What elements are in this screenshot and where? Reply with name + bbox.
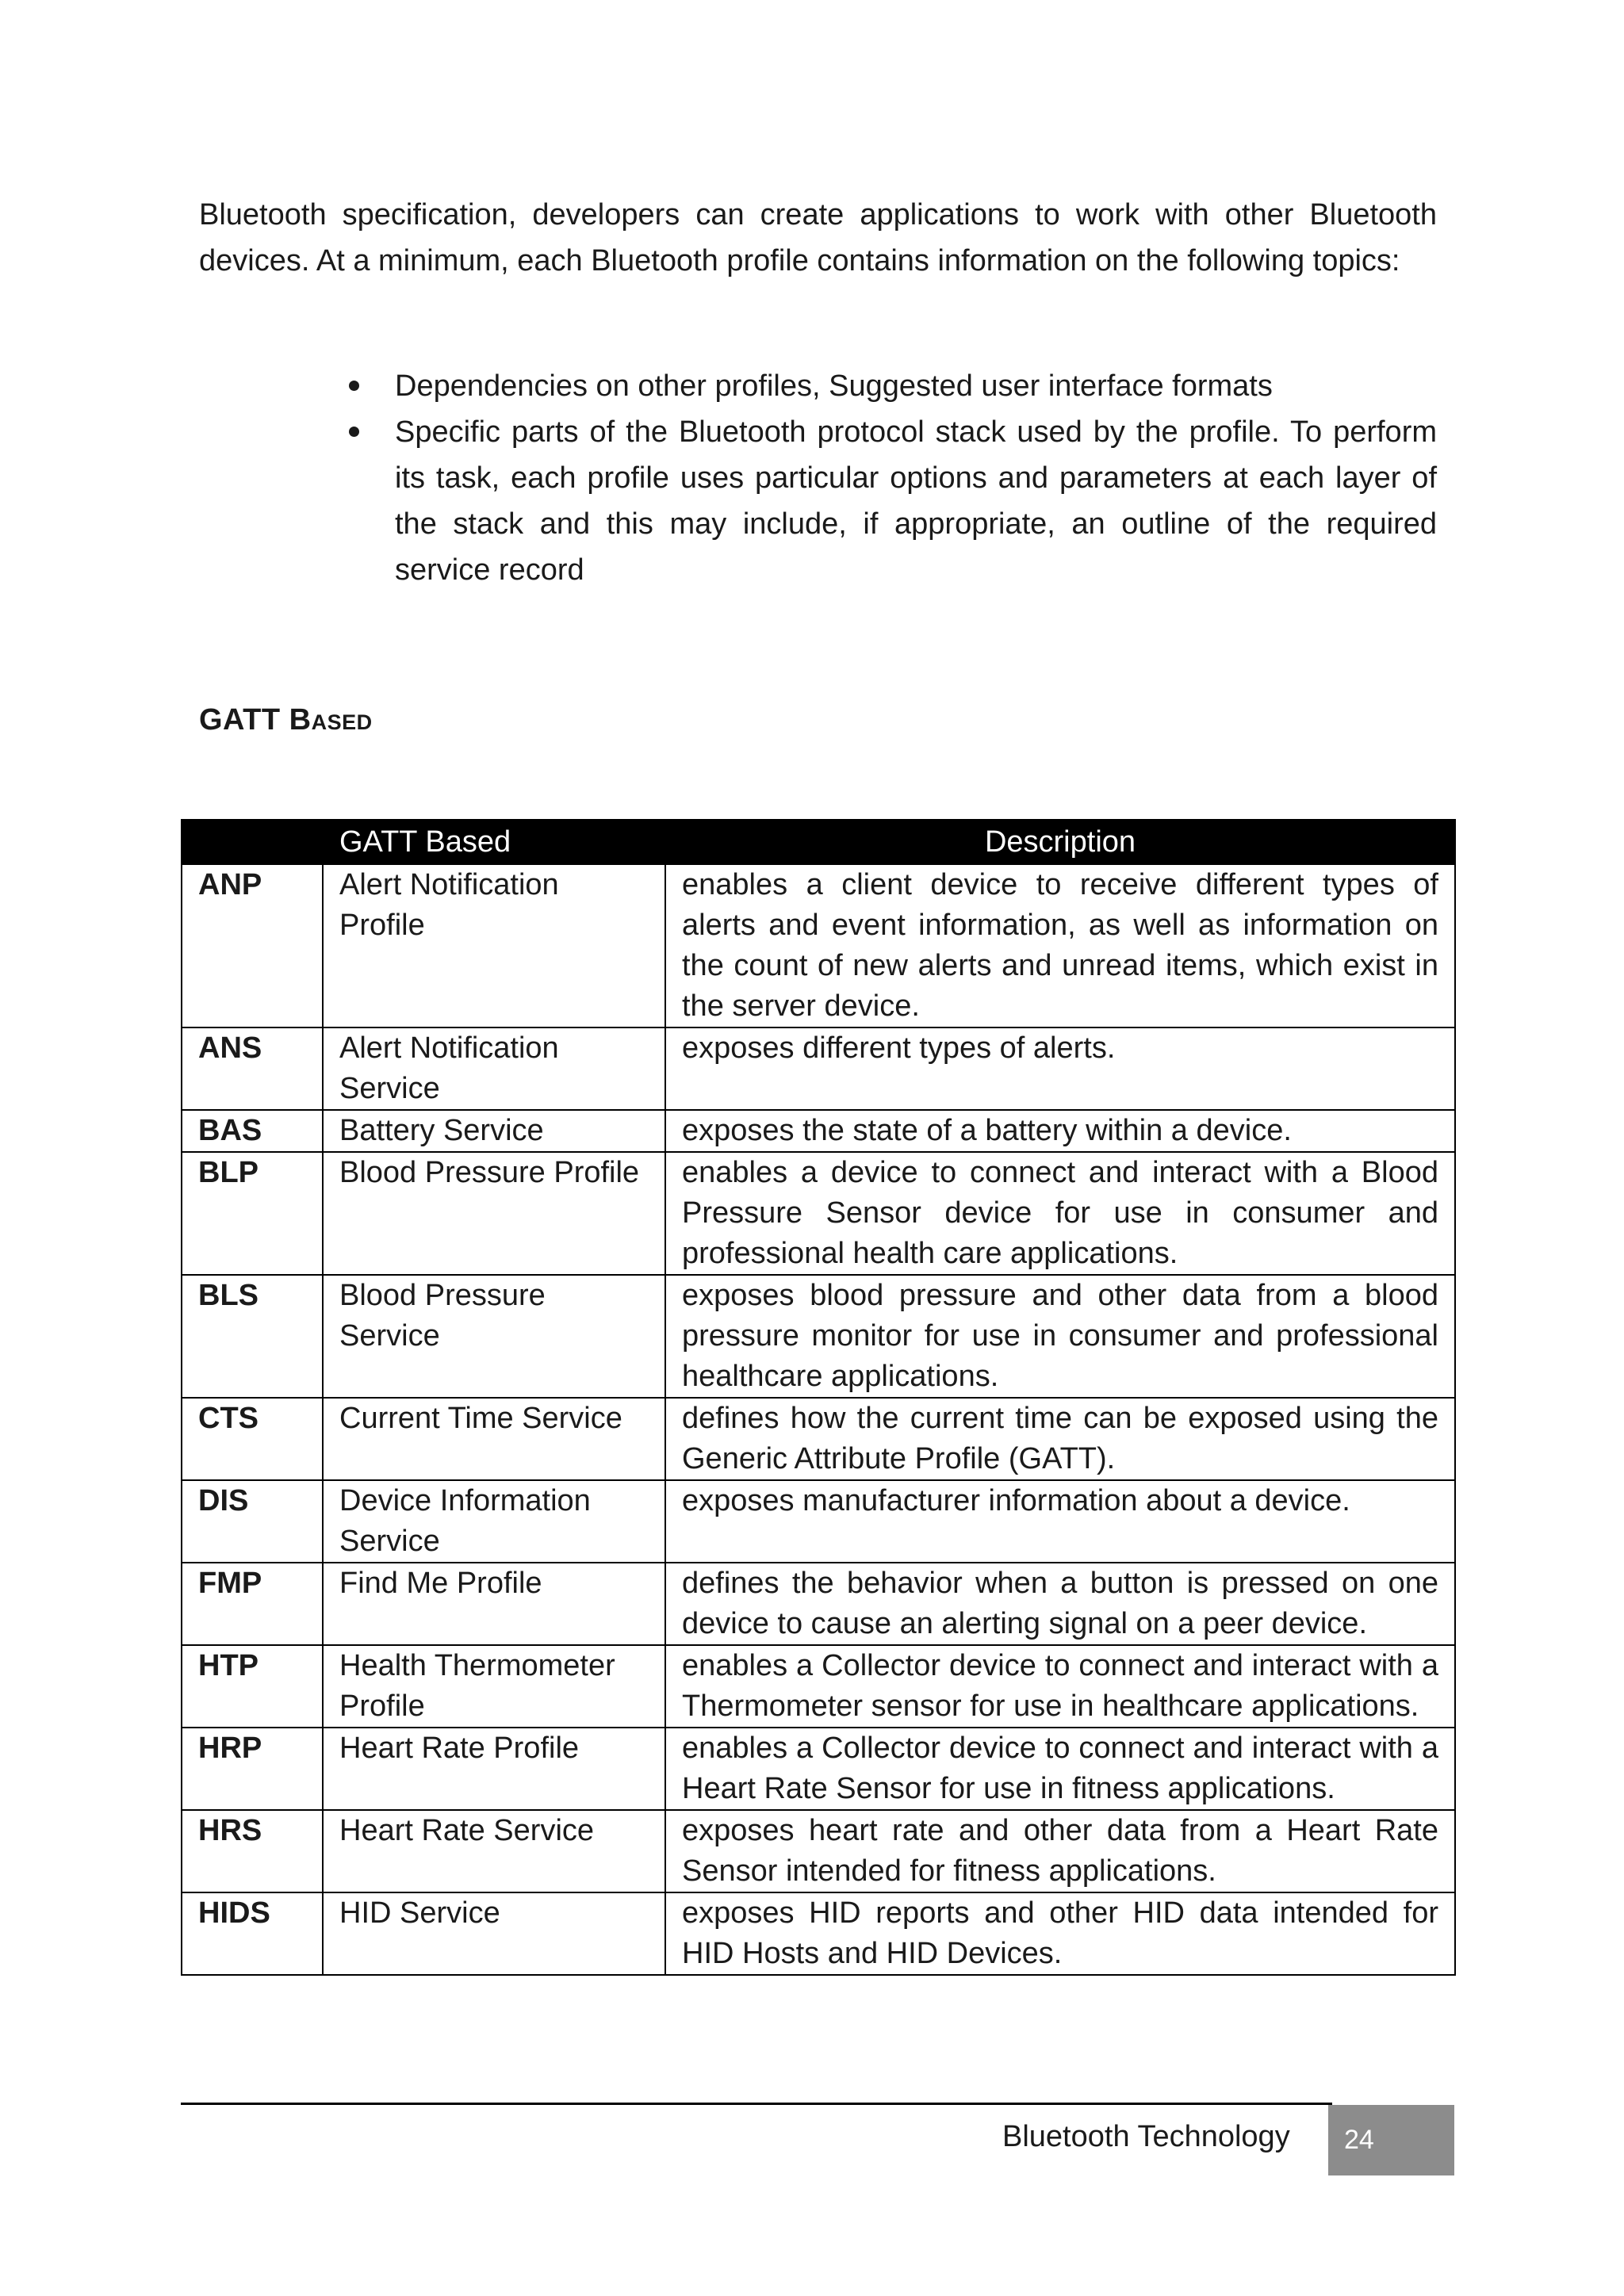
bullet-icon: [349, 381, 359, 391]
section-heading: GATT Based: [199, 703, 373, 737]
row-abbr: BLP: [182, 1152, 323, 1275]
row-description: enables a device to connect and interact with a Blood Pressure Sensor device for use in consumer and professional health care applications.: [665, 1152, 1455, 1275]
table-row: [182, 1480, 1455, 1563]
row-abbr: HTP: [182, 1645, 323, 1728]
list-item: [349, 363, 1437, 409]
row-description: exposes heart rate and other data from a Heart Rate Sensor intended for fitness applications.: [665, 1810, 1455, 1892]
row-name: Heart Rate Service: [323, 1810, 665, 1892]
table-row: [182, 1398, 1455, 1480]
row-description: exposes HID reports and other HID data intended for HID Hosts and HID Devices.: [665, 1892, 1455, 1975]
row-abbr: DIS: [182, 1480, 323, 1563]
row-description: exposes blood pressure and other data from a blood pressure monitor for use in consumer and professional healthcare applications.: [665, 1275, 1455, 1398]
gatt-profiles-table: [181, 819, 1456, 1976]
row-description: exposes manufacturer information about a device.: [665, 1480, 1455, 1563]
row-abbr: ANS: [182, 1027, 323, 1110]
row-description: enables a Collector device to connect and interact with a Thermometer sensor for use in healthcare applications.: [665, 1645, 1455, 1728]
footer-title: Bluetooth Technology: [1002, 2120, 1290, 2153]
table-header-row: [182, 820, 1455, 864]
row-abbr: FMP: [182, 1563, 323, 1645]
row-description: enables a Collector device to connect and interact with a Heart Rate Sensor for use in fitness applications.: [665, 1728, 1455, 1810]
row-description: enables a client device to receive different types of alerts and event information, as well as information on the count of new alerts and unread items, which exist in the server device.: [665, 864, 1455, 1027]
table-row: [182, 1645, 1455, 1728]
row-name: Health Thermometer Profile: [323, 1645, 665, 1728]
row-description: exposes the state of a battery within a device.: [665, 1110, 1455, 1152]
table-row: [182, 1810, 1455, 1892]
row-name: Alert Notification Profile: [323, 864, 665, 1027]
table-row: [182, 1728, 1455, 1810]
topic-bullet-list: [349, 363, 1437, 593]
row-name: Find Me Profile: [323, 1563, 665, 1645]
footer-divider: [181, 2103, 1332, 2105]
header-description: Description: [665, 820, 1455, 864]
bullet-icon: [349, 427, 359, 437]
row-abbr: ANP: [182, 864, 323, 1027]
table-row: [182, 1275, 1455, 1398]
row-name: HID Service: [323, 1892, 665, 1975]
row-abbr: HIDS: [182, 1892, 323, 1975]
row-name: Heart Rate Profile: [323, 1728, 665, 1810]
row-abbr: HRP: [182, 1728, 323, 1810]
list-item-text: Specific parts of the Bluetooth protocol stack used by the profile. To perform its task, each profile uses particular options and parameters at each layer of the stack and this may include, if appropriate, an outline of the required service record: [395, 415, 1437, 587]
row-name: Current Time Service: [323, 1398, 665, 1480]
row-description: defines the behavior when a button is pressed on one device to cause an alerting signal on a peer device.: [665, 1563, 1455, 1645]
table-row: [182, 864, 1455, 1027]
row-description: defines how the current time can be exposed using the Generic Attribute Profile (GATT).: [665, 1398, 1455, 1480]
row-description: exposes different types of alerts.: [665, 1027, 1455, 1110]
row-name: Blood Pressure Service: [323, 1275, 665, 1398]
row-abbr: HRS: [182, 1810, 323, 1892]
row-abbr: BLS: [182, 1275, 323, 1398]
row-name: Device Information Service: [323, 1480, 665, 1563]
list-item: [349, 409, 1437, 593]
table-row: [182, 1892, 1455, 1975]
page-number: 24: [1328, 2105, 1454, 2175]
row-name: Battery Service: [323, 1110, 665, 1152]
list-item-text: Dependencies on other profiles, Suggested user interface formats: [395, 369, 1273, 403]
row-name: Alert Notification Service: [323, 1027, 665, 1110]
table-row: [182, 1563, 1455, 1645]
header-abbr: [182, 820, 323, 864]
header-gatt-based: GATT Based: [323, 820, 665, 864]
row-abbr: BAS: [182, 1110, 323, 1152]
table-row: [182, 1027, 1455, 1110]
row-abbr: CTS: [182, 1398, 323, 1480]
table-row: [182, 1110, 1455, 1152]
table-row: [182, 1152, 1455, 1275]
row-name: Blood Pressure Profile: [323, 1152, 665, 1275]
intro-paragraph: Bluetooth specification, developers can create applications to work with other Bluetooth devices. At a minimum, each Bluetooth profile contains information on the following topics:: [199, 198, 1437, 277]
